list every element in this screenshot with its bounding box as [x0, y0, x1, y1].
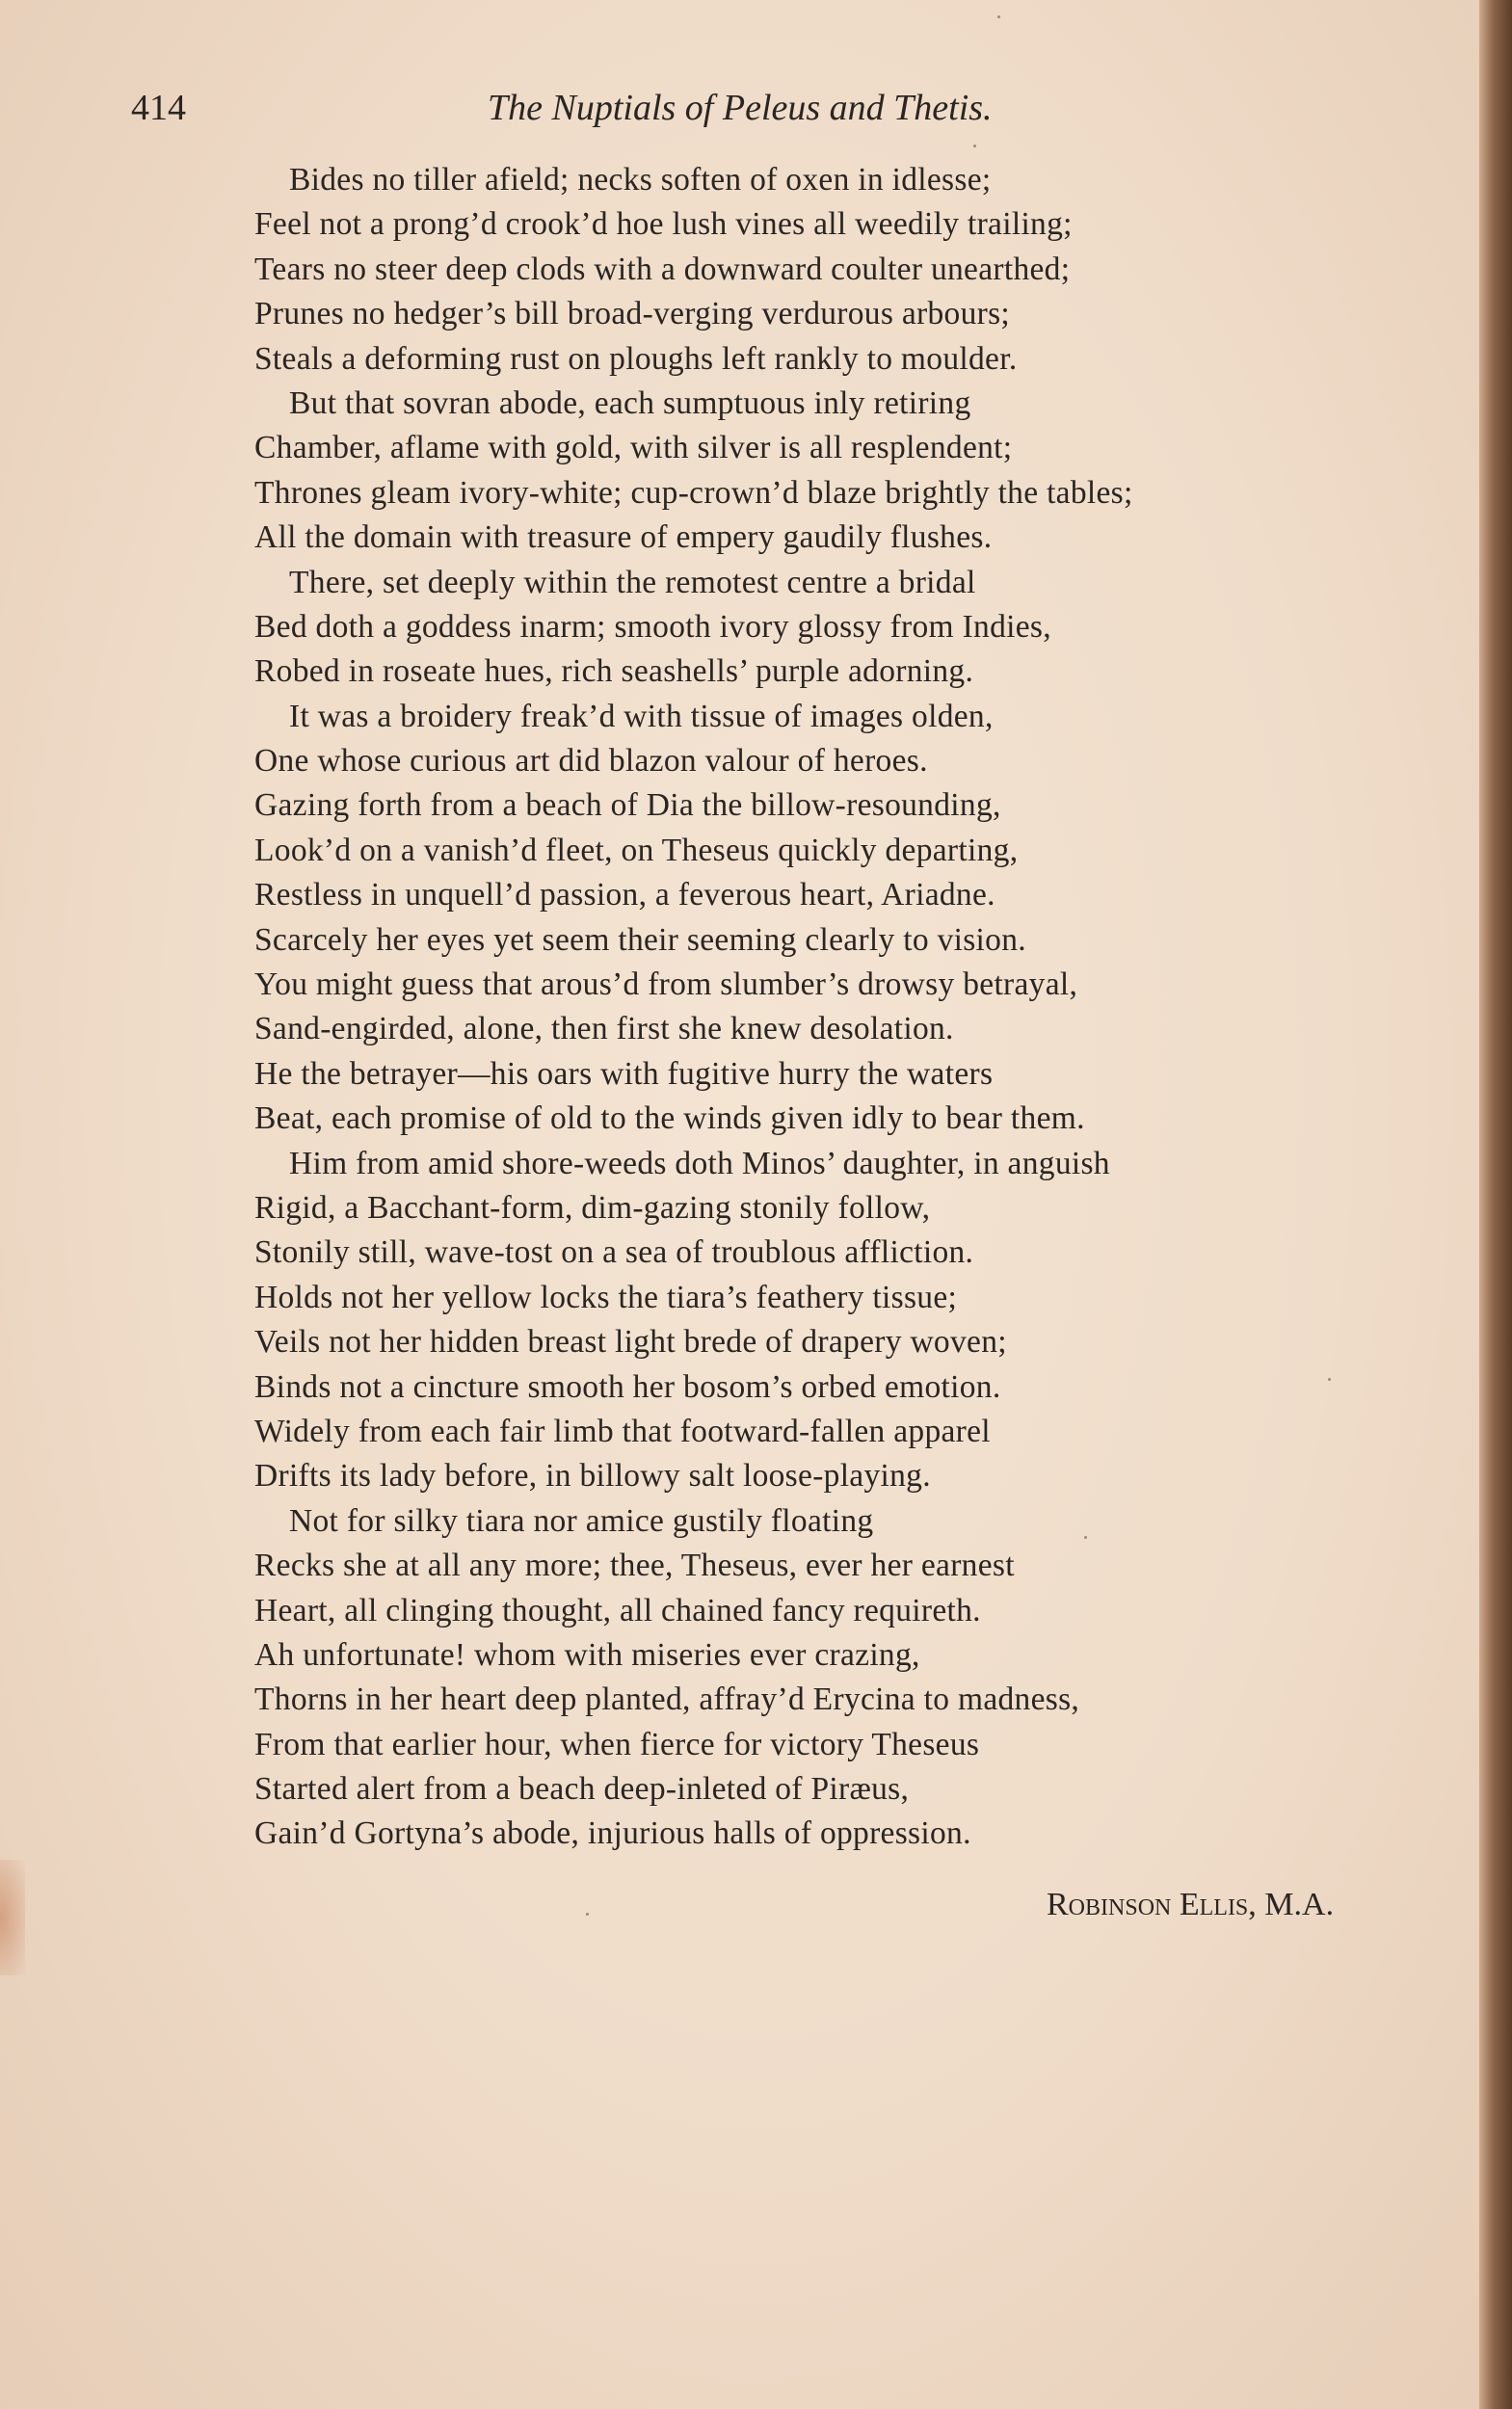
- poem-line: There, set deeply within the remotest centre a bridal: [289, 564, 976, 600]
- poem-line: Bed doth a goddess inarm; smooth ivory glossy from Indies,: [254, 608, 1051, 645]
- poem-line: Rigid, a Bacchant-form, dim-gazing stonily follow,: [254, 1189, 931, 1226]
- poem-line: Recks she at all any more; thee, Theseus, ever her earnest: [254, 1548, 1015, 1584]
- running-title: The Nuptials of Peleus and Thetis.: [488, 88, 993, 128]
- page-stain: [0, 1860, 25, 1975]
- poem-line: Holds not her yellow locks the tiara’s feathery tissue;: [254, 1279, 958, 1315]
- poem-line: Thorns in her heart deep planted, affray’d Erycina to madness,: [254, 1681, 1080, 1718]
- poem-line: Him from amid shore-weeds doth Minos’ daughter, in anguish: [289, 1145, 1110, 1181]
- poem-line: Drifts its lady before, in billowy salt loose-playing.: [254, 1458, 931, 1495]
- poem-line: Restless in unquell’d passion, a feverous heart, Ariadne.: [254, 877, 995, 913]
- poem-line: Not for silky tiara nor amice gustily floating: [289, 1502, 874, 1539]
- poem-line: Bides no tiller afield; necks soften of oxen in idlesse;: [289, 162, 992, 198]
- book-gutter: [1479, 0, 1512, 2409]
- author-name: Robinson Ellis,: [1047, 1887, 1257, 1922]
- poem-line: Veils not her hidden breast light brede of drapery woven;: [254, 1324, 1007, 1361]
- page-number: 414: [131, 88, 186, 128]
- poem-line: Gain’d Gortyna’s abode, injurious halls of oppression.: [254, 1815, 971, 1852]
- poem-line: Steals a deforming rust on ploughs left rankly to moulder.: [254, 340, 1018, 377]
- author-degree: M.A.: [1264, 1887, 1335, 1922]
- poem-line: Robed in roseate hues, rich seashells’ purple adorning.: [254, 653, 974, 690]
- poem-line: Chamber, aflame with gold, with silver is all resplendent;: [254, 430, 1013, 466]
- poem-line: It was a broidery freak’d with tissue of images olden,: [289, 698, 994, 734]
- poem-line: All the domain with treasure of empery gaudily flushes.: [254, 519, 993, 556]
- poem-line: Tears no steer deep clods with a downward coulter unearthed;: [254, 251, 1071, 287]
- paper-speck: [586, 1913, 589, 1916]
- poem-line: Heart, all clinging thought, all chained fancy requireth.: [254, 1592, 981, 1628]
- poem-line: Scarcely her eyes yet seem their seeming clearly to vision.: [254, 921, 1026, 958]
- poem-line: Binds not a cincture smooth her bosom’s orbed emotion.: [254, 1368, 1001, 1405]
- poem-line: From that earlier hour, when fierce for victory Theseus: [254, 1726, 980, 1762]
- paper-speck: [973, 145, 976, 147]
- poem-line: Widely from each fair limb that footward-fallen apparel: [254, 1413, 991, 1449]
- poem-line: He the betrayer—his oars with fugitive hurry the waters: [254, 1055, 994, 1092]
- poem-line: Stonily still, wave-tost on a sea of troublous affliction.: [254, 1234, 974, 1271]
- poem-line: Ah unfortunate! whom with miseries ever crazing,: [254, 1636, 920, 1673]
- paper-speck: [997, 15, 1000, 18]
- author-signature: [1047, 1887, 1334, 1923]
- paper-speck: [1328, 1378, 1331, 1381]
- poem-body: [254, 158, 1392, 1857]
- page-header: [131, 87, 1111, 141]
- poem-line: Prunes no hedger’s bill broad-verging verdurous arbours;: [254, 296, 1011, 332]
- poem-line: Thrones gleam ivory-white; cup-crown’d blaze brightly the tables;: [254, 474, 1133, 511]
- poem-line: One whose curious art did blazon valour of heroes.: [254, 743, 928, 780]
- poem-line: You might guess that arous’d from slumber’s drowsy betrayal,: [254, 966, 1078, 1003]
- poem-line: Feel not a prong’d crook’d hoe lush vines all weedily trailing;: [254, 206, 1073, 243]
- poem-line: Gazing forth from a beach of Dia the billow-resounding,: [254, 787, 1001, 824]
- poem-line: Started alert from a beach deep-inleted of Piræus,: [254, 1771, 910, 1808]
- poem-line: But that sovran abode, each sumptuous inly retiring: [289, 384, 971, 421]
- poem-line: Beat, each promise of old to the winds given idly to bear them.: [254, 1100, 1085, 1137]
- poem-line: Sand-engirded, alone, then first she knew desolation.: [254, 1011, 954, 1047]
- paper-speck: [1084, 1536, 1087, 1539]
- poem-line: Look’d on a vanish’d fleet, on Theseus quickly departing,: [254, 832, 1019, 868]
